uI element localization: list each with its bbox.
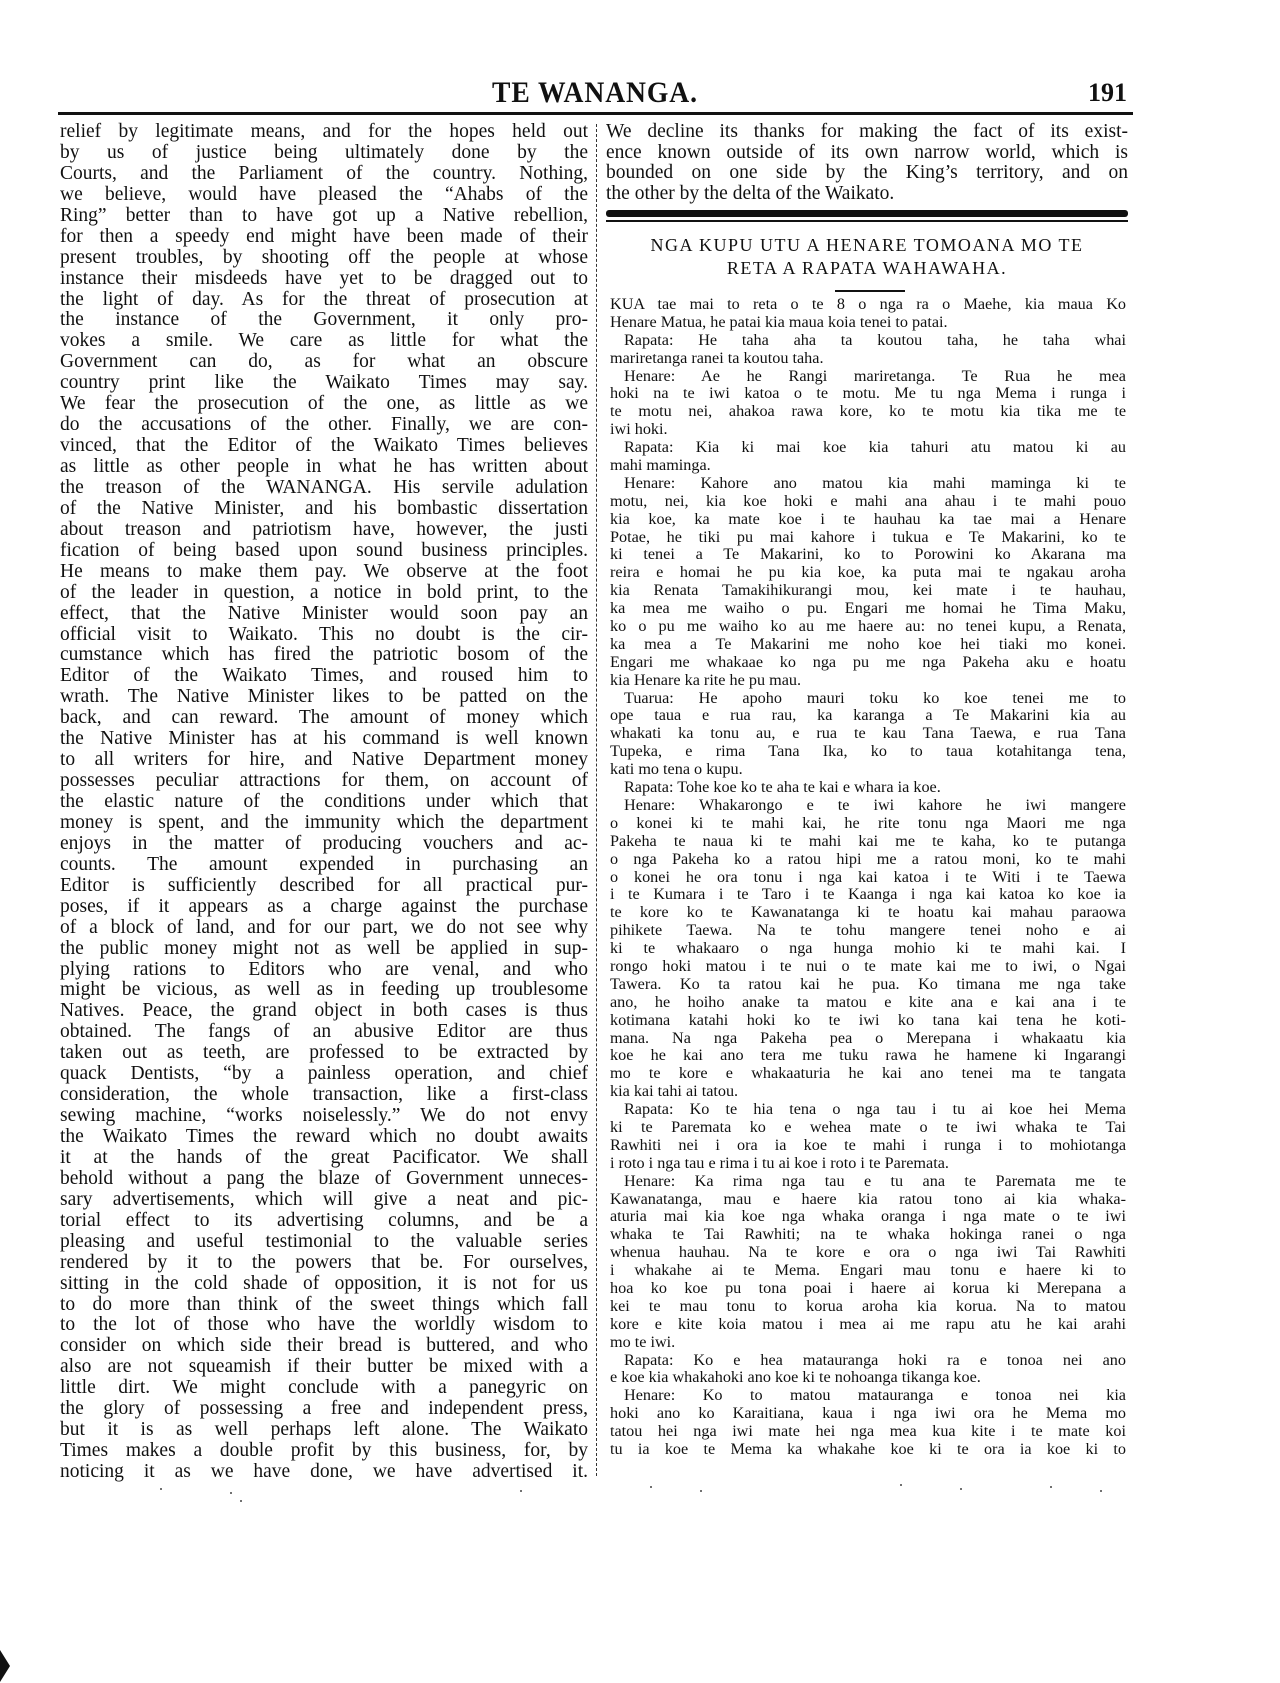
text-line: mo te iwi. <box>610 1332 676 1351</box>
text-line: Rapata: Ko te hia tena o nga tau i tu ai koe hei Mema <box>624 1100 1126 1119</box>
text-line: KUA tae mai to reta o te 8 o nga ra o Maehe, kia maua Ko <box>610 295 1126 313</box>
text-line: iwi hoki. <box>610 420 668 439</box>
text-line: Engari me whakaae ko nga pu me nga Pakeha aku e hoatu <box>610 652 1126 671</box>
text-line: might be vicious, as well as in feeding up troublesome <box>60 979 588 1001</box>
text-line: Tuarua: He apoho mauri toku ko koe tenei me to <box>624 688 1126 707</box>
paragraph <box>610 368 1126 440</box>
text-line: quack Dentists, “by a painless operation, and chief <box>60 1063 588 1085</box>
section-rule-thick <box>606 210 1128 217</box>
paragraph <box>610 475 1126 690</box>
text-line: sewing machine, “works noiselessly.” We do not envy <box>60 1105 588 1127</box>
text-line: i te Kumara i te Taro i te Kaanga i nga kai katoa ko koe ia <box>610 885 1126 904</box>
text-line: vokes a smile. We care as little for what the <box>60 330 588 352</box>
text-line: o konei he ora tonu i nga kai katoa i te Witi i te Taewa <box>610 867 1126 886</box>
maori-article-body <box>610 296 1126 1459</box>
text-line: ki te Paremata ko e wehea mate o te iwi whaka te Tai <box>610 1117 1126 1136</box>
text-line: Ring” better than to have got up a Native rebellion, <box>60 204 588 226</box>
article-heading-line: NGA KUPU UTU A HENARE TOMOANA MO TE <box>650 235 1084 255</box>
text-line: rongo hoki matou i te nui o te mate kai me to iwi, o Ngai <box>610 956 1126 975</box>
text-line: koe he kai ano tera me tuku rawa he hamene ki Ingarangi <box>610 1046 1126 1065</box>
text-line: we believe, would have pleased the “Ahabs of the <box>60 183 588 205</box>
text-line: the Native Minister has at his command is well known <box>60 728 588 750</box>
article-heading-line: RETA A RAPATA WAHAWAHA. <box>726 258 1008 278</box>
paragraph <box>610 439 1126 475</box>
text-line: ki tenei a Te Makarini, ko to Porowini ko Akarana ma <box>610 545 1126 564</box>
text-line: ka mea me waiho o pu. Engari me homai he Tima Maku, <box>610 599 1126 618</box>
text-line: for then a speedy end might have been made of their <box>60 225 588 247</box>
text-line: o konei ki te mahi kai, he rite tonu nga Maori me nga <box>610 813 1126 832</box>
paragraph <box>610 1173 1126 1352</box>
text-line: Rawhiti nei i ora ia koe te mahi i runga i to mohiotanga <box>610 1135 1126 1154</box>
text-line: hoki ano ko Karaitiana, kaua i nga iwi ora he Mema mo <box>610 1404 1126 1423</box>
text-line: pihikete Taewa. Na te tohu mangere tenei noho e ai <box>610 921 1126 940</box>
text-line: sitting in the cold shade of opposition, it is not for us <box>60 1272 588 1294</box>
text-line: the Waikato Times the reward which no doubt awaits <box>60 1126 588 1147</box>
scan-speck <box>900 1484 902 1486</box>
text-line: the treason of the WANANGA. His servile adulation <box>60 476 588 498</box>
text-line: kia kai tahi ai tatou. <box>610 1082 739 1101</box>
text-line: kati mo tena o kupu. <box>610 760 743 779</box>
text-line: e koe kia whakahoki ano koe ki te nohoanga tikanga koe. <box>610 1368 981 1387</box>
text-line: hoki na te iwi katoa o te motu. Me tu nga Mema i runga i <box>610 384 1126 403</box>
text-line: consideration, the whole transaction, like a first-class <box>60 1084 588 1106</box>
text-line: Henare: Kahore ano matou kia mahi maminga ki te <box>624 473 1126 492</box>
page-number: 191 <box>1088 78 1127 107</box>
text-line: whakati ka tonu au, e rua te kau Tana Taewa, e rua Tana <box>610 724 1126 743</box>
text-line: as little as other people in what he has written about <box>60 456 588 477</box>
scan-speck <box>700 1490 702 1492</box>
text-line: mo te kore e whakaaturia he kai ano tenei ma te tangata <box>610 1064 1126 1083</box>
scan-speck <box>230 1492 232 1494</box>
text-line: vinced, that the Editor of the Waikato Times believes <box>60 435 588 457</box>
text-line: relief by legitimate means, and for the hopes held out <box>60 121 588 142</box>
text-line: back, and can reward. The amount of money which <box>60 707 588 729</box>
paragraph <box>610 797 1126 1101</box>
text-line: also are not squeamish if their butter be mixed with a <box>60 1356 588 1378</box>
text-line: kia koe, ka mate koe i te hauhau ka tae mai a Henare <box>610 509 1126 528</box>
text-line: te motu nei, ahakoa rawa kore, ko te motu kia tika me te <box>610 402 1126 421</box>
text-line: o nga Pakeha ko a ratou hipi me a ratou moni, ko te mahi <box>610 849 1126 868</box>
text-line: mahi maminga. <box>610 456 711 475</box>
scan-speck <box>960 1488 962 1490</box>
column-divider <box>596 124 597 1476</box>
text-line: aturia mai kia koe nga whaka oranga i nga mate o te iwi <box>610 1207 1126 1226</box>
text-line: behold without a pang the blaze of Government unneces- <box>60 1167 588 1189</box>
text-line: the light of day. As for the threat of prosecution at <box>60 288 588 310</box>
text-line: reira e homai he pu kia koe, ka puta mai te ngakau aroha <box>610 563 1126 582</box>
text-line: of the leader in question, a notice in bold print, to the <box>60 581 588 603</box>
text-line: the elastic nature of the conditions under which that <box>60 791 588 812</box>
paragraph <box>610 1101 1126 1173</box>
text-line: taken out as teeth, are professed to be extracted by <box>60 1042 588 1064</box>
text-line: ko o pu me waiho ko au me haere au: no tenei kupu, a Renata, <box>610 617 1126 636</box>
text-line: i roto i nga tau e rima i tu ai koe i roto i te Paremata. <box>610 1153 949 1172</box>
text-line: Tawera. Ko ta ratou kai he pua. Ko timana me nga take <box>610 974 1126 993</box>
text-line: Government can do, as for what an obscure <box>60 351 588 373</box>
text-line: kei te mau tonu to korua aroha kia korua. Na to matou <box>610 1296 1126 1315</box>
scan-speck <box>240 1500 242 1502</box>
text-line: Rapata: Tohe koe ko te aha te kai e whara ia koe. <box>624 778 941 797</box>
text-line: possesses peculiar attractions for them, on account of <box>60 770 588 792</box>
text-line: sary advertisements, which will give a neat and pic- <box>60 1188 588 1210</box>
text-line: official visit to Waikato. This no doubt is the cir- <box>60 623 588 645</box>
text-line: but it is as well perhaps left alone. The Waikato <box>60 1419 588 1441</box>
text-line: kore e kite koia matou i mea ai me rapu atu he kai arahi <box>610 1314 1126 1333</box>
text-line: kotimana katahi hoki ko te iwi ko tana kai tena he koti- <box>610 1010 1126 1029</box>
text-line: We fear the prosecution of the one, as little as we <box>60 393 588 415</box>
text-line: about treason and patriotism have, however, the justi <box>60 518 588 540</box>
paragraph <box>610 1352 1126 1388</box>
text-line: mana. Na nga Pakeha pea o Merepana i whakaatu kia <box>610 1028 1126 1047</box>
text-line: te kore ko te Kawanatanga ki te hoatu kai mahau paraowa <box>610 903 1126 922</box>
text-line: Henare: Ka rima nga tau e tu ana te Paremata me te <box>624 1171 1126 1190</box>
text-line: mariretanga ranei ta koutou taha. <box>610 348 824 367</box>
scan-speck <box>520 1490 522 1492</box>
text-line: kia Henare ka rite he pu mau. <box>610 670 802 689</box>
text-line: Courts, and the Parliament of the country. Nothing, <box>60 162 588 184</box>
paragraph <box>610 296 1126 332</box>
text-line: cumstance which has fired the patriotic bosom of the <box>60 644 588 666</box>
text-line: to all writers for hire, and Native Department money <box>60 749 588 771</box>
text-line: Editor is sufficiently described for all practical pur- <box>60 874 588 896</box>
text-line: rendered by it to the powers that be. For ourselves, <box>60 1251 588 1273</box>
article-heading <box>606 234 1128 280</box>
scan-speck <box>650 1486 652 1488</box>
text-line: Pakeha te naua ki te mahi kai me te kaha, ko te putanga <box>610 831 1126 850</box>
text-line: noticing it as we have done, we have advertised it. <box>60 1461 588 1482</box>
text-line: He means to make them pay. We observe at the foot <box>60 560 588 582</box>
newspaper-masthead: TE WANANGA. <box>492 76 698 109</box>
text-line: whenua hauhau. Na te kore e ora o nga iwi Tai Rawhiti <box>610 1243 1126 1262</box>
text-line: tu ia koe te Mema ka whakahe koe ki te ora ia koe ki to <box>610 1440 1126 1458</box>
scan-speck <box>160 1488 162 1490</box>
text-line: torial effect to its advertising columns, and be a <box>60 1209 588 1231</box>
text-line: Rapata: Kia ki mai koe kia tahuri atu matou ki au <box>624 438 1126 457</box>
right-column-intro <box>606 122 1128 204</box>
text-line: present troubles, by shooting off the people at whose <box>60 246 588 268</box>
text-line: the public money might not as well be applied in sup- <box>60 937 588 959</box>
text-line: bounded on one side by the King’s territory, and on <box>606 162 1128 183</box>
paragraph <box>610 332 1126 368</box>
text-line: to do more than think of the sweet things which fall <box>60 1293 588 1315</box>
text-line: country print like the Waikato Times may say. <box>60 372 588 394</box>
text-line: by us of justice being ultimately done by the <box>60 141 588 163</box>
text-line: poses, if it appears as a charge against the purchase <box>60 895 588 917</box>
text-line: instance their misdeeds have yet to be dragged out to <box>60 267 588 289</box>
text-line: wrath. The Native Minister likes to be patted on the <box>60 686 588 708</box>
text-line: effect, that the Native Minister would soon pay an <box>60 602 588 624</box>
text-line: Tupeka, e rima Tana Ika, ko to taua kotahitanga tena, <box>610 742 1126 761</box>
text-line: counts. The amount expended in purchasing an <box>60 853 588 875</box>
text-line: pleasing and useful testimonial to the valuable series <box>60 1230 588 1252</box>
text-line: Henare: Ae he Rangi mariretanga. Te Rua he mea <box>624 366 1126 385</box>
text-line: Natives. Peace, the grand object in both cases is thus <box>60 1000 588 1022</box>
text-line: whaka te Tai Rawhiti; na te whaka hokinga ranei o nga <box>610 1225 1126 1244</box>
text-line: ence known outside of its own narrow world, which is <box>606 141 1128 163</box>
text-line: fication of being based upon sound business principles. <box>60 539 588 561</box>
text-line: little dirt. We might conclude with a panegyric on <box>60 1377 588 1399</box>
text-line: do the accusations of the other. Finally, we are con- <box>60 414 588 436</box>
text-line: kia Renata Tamakihikurangi mou, kei mate i te hauhau, <box>610 581 1126 600</box>
scan-edge-mark <box>0 1650 10 1682</box>
text-line: Kawanatanga, mau e haere kia ratou tono ai kia whaka- <box>610 1189 1126 1208</box>
text-line: to the lot of those who have the worldly wisdom to <box>60 1314 588 1336</box>
text-line: consider on which side their bread is buttered, and who <box>60 1335 588 1357</box>
text-line: motu, nei, kia koe hoki e mahi ana ahau i te mahi pouo <box>610 491 1126 510</box>
text-line: the glory of possessing a free and independent press, <box>60 1398 588 1420</box>
text-line: obtained. The fangs of an abusive Editor are thus <box>60 1021 588 1043</box>
paragraph <box>610 1387 1126 1459</box>
text-line: plying rations to Editors who are venal, and who <box>60 958 588 980</box>
text-line: tatou hei nga iwi mate hei nga mea kua kite i te mate koi <box>610 1422 1126 1441</box>
section-rule-thin <box>606 220 1128 222</box>
text-line: i whakahe ai te Mema. Engari mau tonu e haere ki to <box>610 1261 1126 1280</box>
text-line: money is spent, and the immunity which the department <box>60 811 588 833</box>
text-line: ka mea a Te Makarini me noho koe hei tiaki mo konei. <box>610 634 1126 653</box>
text-line: of the Native Minister, and his bombastic dissertation <box>60 497 588 519</box>
text-line: enjoys in the matter of producing vouchers and ac- <box>60 832 588 854</box>
scan-speck <box>1100 1490 1102 1492</box>
text-line: Henare Matua, he patai kia maua koia tenei to patai. <box>610 312 948 331</box>
text-line: Editor of the Waikato Times, and roused him to <box>60 665 588 687</box>
text-line: ope taua e rua rau, ka karanga a Te Makarini kia au <box>610 706 1126 725</box>
text-line: of a block of land, and for our part, we do not see why <box>60 916 588 938</box>
text-line: hoa ko koe pu tona poai i haere ai korua ki Merepana a <box>610 1278 1126 1297</box>
text-line: ki te whakaaro o nga hunga mohio ki te mahi kai. I <box>610 939 1126 958</box>
left-column-article <box>60 122 588 1483</box>
header-rule <box>58 112 1133 115</box>
text-line: Rapata: He taha aha ta koutou taha, he taha whai <box>624 330 1126 349</box>
text-line: Potae, he tiki pu mai kahore i tukua e Te Makarini, ko te <box>610 527 1126 546</box>
text-line: the instance of the Government, it only pro- <box>60 309 588 331</box>
heading-rule <box>835 290 905 292</box>
text-line: Henare: Whakarongo e te iwi kahore he iwi mangere <box>624 795 1126 814</box>
text-line: Times makes a double profit by this business, for, by <box>60 1440 588 1462</box>
text-line: Henare: Ko to matou matauranga e tonoa nei kia <box>624 1386 1126 1405</box>
text-line: ano, he hoiho anake ta matou e kite ana e kai ana i te <box>610 992 1126 1011</box>
paragraph <box>610 690 1126 779</box>
scan-speck <box>1050 1486 1052 1488</box>
text-line: Rapata: Ko e hea matauranga hoki ra e tonoa nei ano <box>624 1350 1126 1369</box>
text-line: We decline its thanks for making the fact of its exist- <box>606 121 1128 142</box>
text-line: it at the hands of the great Pacificator. We shall <box>60 1146 588 1168</box>
text-line: the other by the delta of the Waikato. <box>606 182 895 204</box>
paragraph <box>610 779 1126 797</box>
